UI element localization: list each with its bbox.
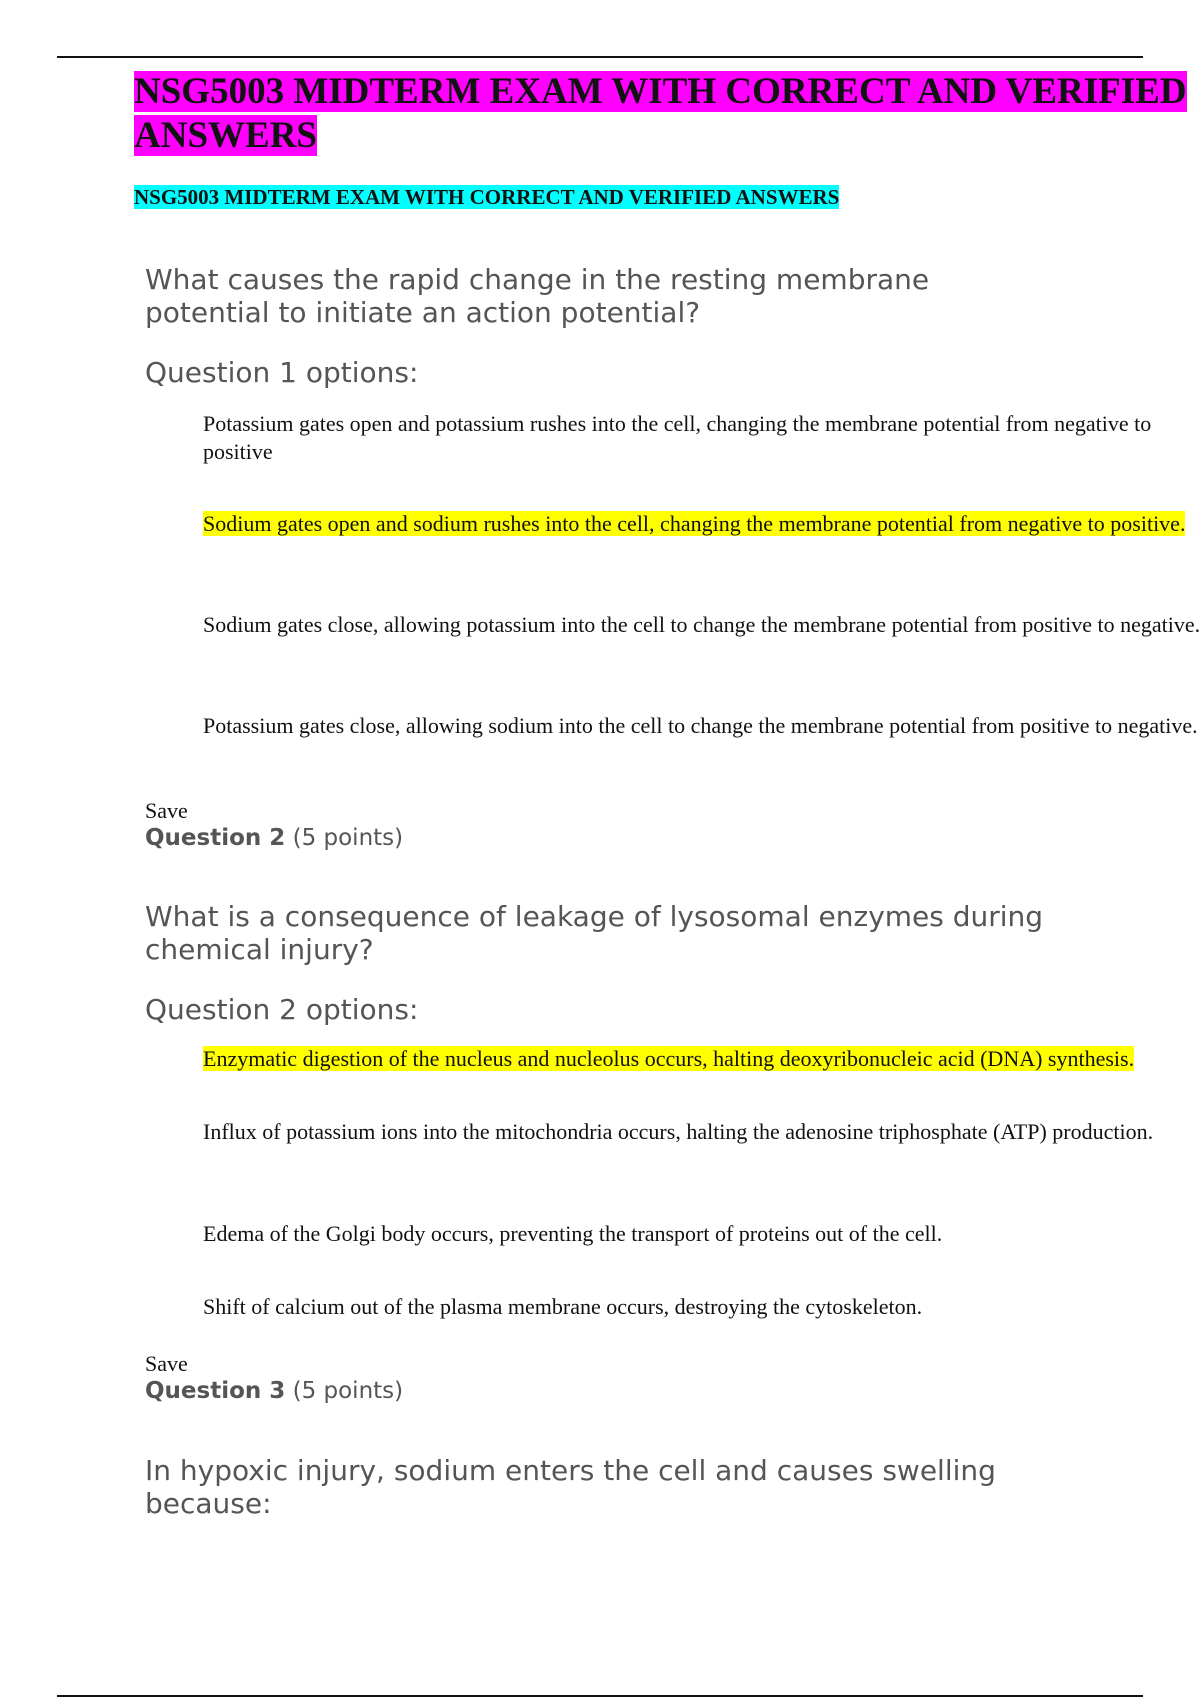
question-1-option-a[interactable] <box>203 410 1200 466</box>
question-number: Question 3 <box>145 1378 286 1404</box>
question-1-text: What causes the rapid change in the resting membrane potential to initiate an action potential? <box>145 263 930 329</box>
top-rule <box>57 56 1143 58</box>
question-1-option-c[interactable] <box>203 611 1200 639</box>
question-2-text: What is a consequence of leakage of lysosomal enzymes during chemical injury? <box>145 900 1044 966</box>
option-text: Potassium gates close, allowing sodium into the cell to change the membrane potential from positive to negative. <box>203 713 1198 738</box>
question-2-option-a[interactable] <box>203 1045 1200 1073</box>
question-1-option-d[interactable] <box>203 712 1200 740</box>
option-text: Shift of calcium out of the plasma membrane occurs, destroying the cytoskeleton. <box>203 1294 923 1319</box>
question-number: Question 2 <box>145 825 286 851</box>
question-1-option-b[interactable] <box>203 510 1200 538</box>
document-title: NSG5003 MIDTERM EXAM WITH CORRECT AND VERIFIED ANSWERS <box>134 71 1187 156</box>
question-2-options-label: Question 2 options: <box>145 993 419 1026</box>
option-text: Sodium gates close, allowing potassium into the cell to change the membrane potential from positive to negative. <box>203 612 1200 637</box>
option-text: Potassium gates open and potassium rushes into the cell, changing the membrane potential from negative to positive <box>203 411 1152 464</box>
correct-answer-highlight: Enzymatic digestion of the nucleus and nucleolus occurs, halting deoxyribonucleic acid (DNA) synthesis. <box>203 1046 1135 1071</box>
question-2-option-c[interactable] <box>203 1220 1200 1248</box>
bottom-rule <box>57 1695 1143 1697</box>
question-3-text: In hypoxic injury, sodium enters the cell and causes swelling because: <box>145 1454 996 1520</box>
question-2-option-b[interactable] <box>203 1118 1200 1146</box>
question-points: (5 points) <box>292 1378 404 1404</box>
question-points: (5 points) <box>292 825 404 851</box>
question-2-save-button[interactable]: Save <box>145 1351 188 1376</box>
document-subtitle: NSG5003 MIDTERM EXAM WITH CORRECT AND VERIFIED ANSWERS <box>134 185 840 209</box>
question-3-heading <box>145 1377 403 1405</box>
question-2-option-d[interactable] <box>203 1293 1200 1321</box>
correct-answer-highlight: Sodium gates open and sodium rushes into the cell, changing the membrane potential from negative to positive. <box>203 511 1186 536</box>
question-1-options-label: Question 1 options: <box>145 356 419 389</box>
question-2-heading <box>145 824 403 852</box>
question-1-save-button[interactable]: Save <box>145 798 188 823</box>
option-text: Edema of the Golgi body occurs, preventing the transport of proteins out of the cell. <box>203 1221 943 1246</box>
option-text: Influx of potassium ions into the mitochondria occurs, halting the adenosine triphosphate (ATP) production. <box>203 1119 1154 1144</box>
